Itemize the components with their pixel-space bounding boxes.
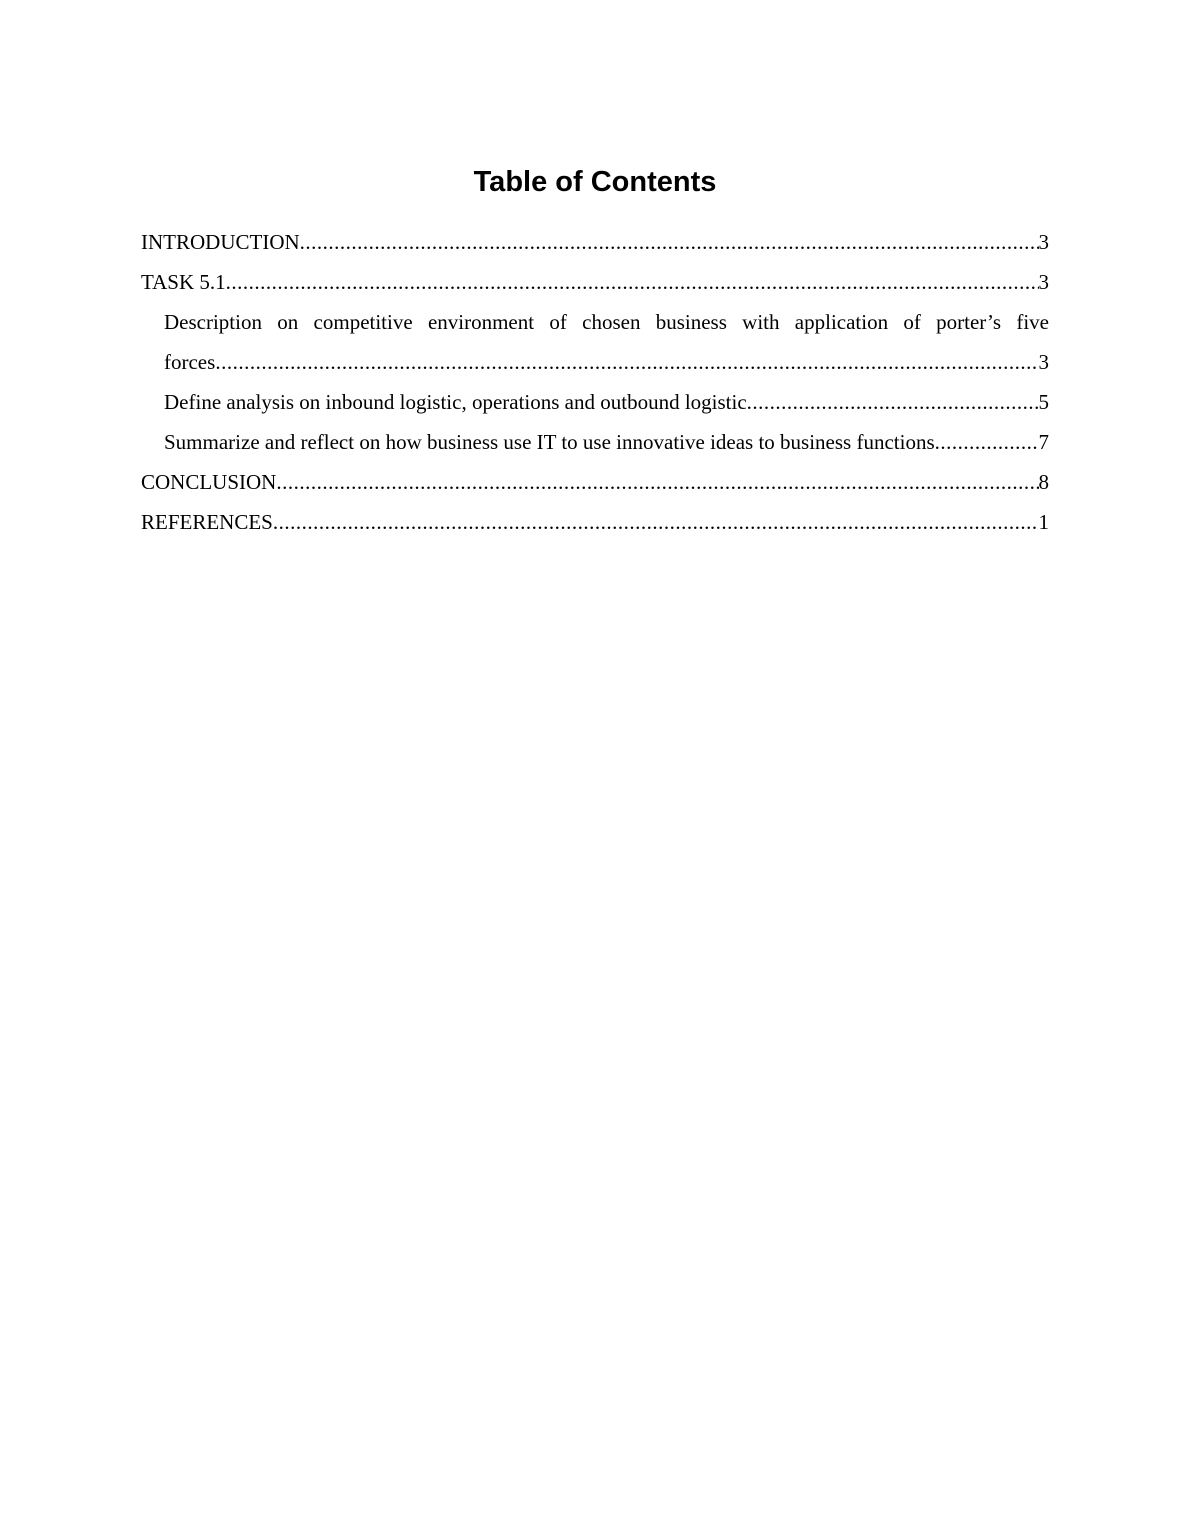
toc-page-number: 1 — [1038, 510, 1049, 534]
toc-entry-inbound-logistic[interactable] — [141, 382, 1049, 422]
toc-entry-introduction[interactable] — [141, 222, 1049, 262]
toc-list — [141, 222, 1049, 542]
toc-entry-conclusion[interactable] — [141, 462, 1049, 502]
toc-entry-text: REFERENCES — [141, 502, 273, 542]
toc-entry-text: INTRODUCTION — [141, 222, 300, 262]
toc-entry-competitive-environment-line2[interactable] — [141, 342, 1049, 382]
toc-entry-competitive-environment-line1[interactable] — [141, 302, 1049, 342]
toc-leader-dots — [935, 422, 1039, 462]
toc-leader-dots — [215, 342, 1038, 382]
toc-entry-text: CONCLUSION — [141, 462, 276, 502]
toc-leader-dots — [226, 262, 1039, 302]
toc-entry-text: forces — [164, 342, 215, 382]
toc-entry-text: Define analysis on inbound logistic, operations and outbound logistic — [164, 382, 747, 422]
toc-entry-business-it-innovation[interactable] — [141, 422, 1049, 462]
toc-leader-dots — [273, 502, 1039, 542]
toc-entry-text: Description on competitive environment of chosen business with application of porter’s five — [164, 310, 1049, 334]
toc-page-number: 7 — [1038, 430, 1049, 454]
toc-page-number: 3 — [1038, 230, 1049, 254]
toc-entry-text: TASK 5.1 — [141, 262, 226, 302]
toc-title: Table of Contents — [473, 166, 717, 198]
toc-page-number: 5 — [1038, 390, 1049, 414]
toc-entry-task-5-1[interactable] — [141, 262, 1049, 302]
toc-leader-dots — [747, 382, 1039, 422]
toc-leader-dots — [276, 462, 1038, 502]
toc-entry-text: Summarize and reflect on how business use IT to use innovative ideas to business functions — [164, 422, 935, 462]
toc-page-number: 3 — [1038, 270, 1049, 294]
toc-entry-references[interactable] — [141, 502, 1049, 542]
toc-page-number: 3 — [1038, 350, 1049, 374]
toc-page-number: 8 — [1038, 470, 1049, 494]
toc-leader-dots — [300, 222, 1039, 262]
